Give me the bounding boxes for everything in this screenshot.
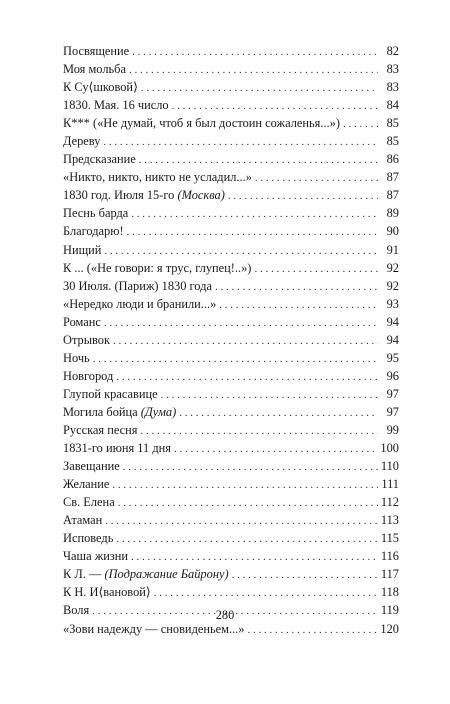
toc-entry	[63, 313, 399, 331]
dot-leader	[103, 133, 378, 151]
toc-entry-title	[63, 493, 118, 511]
toc-entry	[63, 439, 399, 457]
toc-entry-title	[63, 295, 219, 313]
toc-entry-page: 89	[386, 206, 399, 221]
toc-entry-title-text: Воля	[63, 603, 90, 618]
toc-entry-page: 119	[380, 603, 399, 618]
toc-entry-title	[63, 277, 215, 295]
toc-entry-title-text: Нищий	[63, 242, 102, 257]
toc-entry-title	[63, 457, 123, 475]
toc-entry-page: 95	[386, 350, 399, 365]
toc-entry-title-text: Предсказание	[63, 152, 136, 167]
dot-leader	[112, 476, 378, 494]
toc-entry-page: 92	[386, 260, 399, 275]
toc-entry	[63, 547, 399, 565]
toc-entry	[63, 277, 399, 295]
toc-entry-title	[63, 204, 131, 222]
toc-entry-page: 112	[380, 495, 399, 510]
toc-entry	[63, 403, 399, 421]
dot-leader	[247, 621, 377, 639]
toc-entry-title-text: Песнь барда	[63, 206, 129, 221]
toc-entry	[63, 42, 399, 60]
toc-entry	[63, 457, 399, 475]
toc-entry-title	[63, 529, 116, 547]
dot-leader	[174, 440, 377, 458]
toc-entry-title-text: 1831-го июня 11 дня	[63, 441, 171, 456]
dot-leader	[343, 115, 378, 133]
toc-entry-page: 94	[386, 314, 399, 329]
toc-entry-page: 97	[386, 386, 399, 401]
dot-leader	[129, 61, 378, 79]
toc-entry	[63, 168, 399, 186]
toc-entry	[63, 241, 399, 259]
toc-entry	[63, 222, 399, 240]
dot-leader	[154, 584, 378, 602]
toc-entry-subtitle: (Москва)	[177, 188, 225, 203]
toc-entry-page: 85	[386, 116, 399, 131]
toc-entry-page: 97	[386, 404, 399, 419]
toc-entry-title-text: Завещание	[63, 459, 120, 474]
dot-leader	[116, 368, 378, 386]
toc-entry-page: 87	[386, 188, 399, 203]
dot-leader	[113, 332, 378, 350]
dot-leader	[131, 205, 378, 223]
toc-entry-title-text: Моя мольба	[63, 62, 126, 77]
toc-entry-title	[63, 313, 104, 331]
toc-entry-page: 93	[386, 296, 399, 311]
toc-entry	[63, 565, 399, 583]
toc-entry-title	[63, 150, 139, 168]
toc-entry	[63, 60, 399, 78]
toc-entry	[63, 132, 399, 150]
page-number: 280	[215, 608, 235, 622]
toc-entry-page: 86	[386, 152, 399, 167]
toc-entry	[63, 78, 399, 96]
toc-entry-page: 91	[386, 242, 399, 257]
dot-leader	[118, 494, 378, 512]
toc-entry	[63, 259, 399, 277]
toc-entry	[63, 295, 399, 313]
toc-entry-page: 113	[380, 513, 399, 528]
toc-entry-page: 84	[386, 98, 399, 113]
toc-entry	[63, 349, 399, 367]
dot-leader	[116, 530, 378, 548]
toc-entry-title	[63, 403, 179, 421]
toc-entry-page: 83	[386, 80, 399, 95]
toc-entry-page: 85	[386, 134, 399, 149]
toc-entry-title	[63, 367, 116, 385]
toc-entry-page: 99	[386, 422, 399, 437]
toc-entry-title-text: Посвящение	[63, 44, 130, 58]
dot-leader	[141, 79, 378, 97]
toc-entry-title	[63, 60, 129, 78]
toc-entry	[63, 493, 399, 511]
toc-entry-title-text: К ... («Не говори: я трус, глупец!..»)	[63, 260, 252, 275]
toc-entry-title	[63, 78, 141, 96]
toc-entry-title	[63, 186, 228, 204]
toc-entry-title-text: Русская песня	[63, 422, 138, 437]
toc-entry-page: 90	[386, 224, 399, 239]
dot-leader	[127, 223, 378, 241]
toc-entry-title-text: Ночь	[63, 350, 90, 365]
dot-leader	[254, 260, 378, 278]
toc-entry	[63, 511, 399, 529]
toc-entry	[63, 150, 399, 168]
toc-entry-page: 83	[386, 62, 399, 77]
toc-entry	[63, 583, 399, 601]
toc-entry	[63, 421, 399, 439]
toc-entry-title-text: 30 Июля. (Париж) 1830 года	[63, 278, 212, 293]
toc-entry-title	[63, 475, 112, 493]
toc-entry	[63, 114, 399, 132]
dot-leader	[105, 512, 378, 530]
toc-entry-title-text: Новгород	[63, 368, 114, 383]
toc-entry-page: 115	[380, 531, 399, 546]
toc-entry-title-text: 1830. Мая. 16 число	[63, 98, 169, 113]
toc-entry-page: 82	[386, 44, 399, 58]
toc-entry-title	[63, 259, 254, 277]
toc-entry	[63, 204, 399, 222]
toc-entry	[63, 475, 399, 493]
dot-leader	[139, 151, 378, 169]
toc-entry-title-text: Атаман	[63, 513, 103, 528]
toc-entry-title-text: «Нередко люди и бранили...»	[63, 296, 217, 311]
toc-entry-title	[63, 168, 255, 186]
toc-entry	[63, 367, 399, 385]
toc-entry-title	[63, 222, 127, 240]
toc-entry-title	[63, 385, 161, 403]
dot-leader	[228, 187, 378, 205]
toc-entry-title	[63, 349, 93, 367]
table-of-contents	[63, 42, 399, 638]
toc-entry-title	[63, 511, 105, 529]
toc-entry-title	[63, 583, 154, 601]
toc-entry-title-text: «Зови надежду — сновиденьем...»	[63, 621, 245, 636]
toc-entry-title	[63, 421, 140, 439]
toc-entry-title	[63, 114, 343, 132]
toc-entry-title-text: К Н. И⟨вановой⟩	[63, 585, 151, 600]
toc-entry-title-text: К*** («Не думай, чтоб я был достоин сожаленья...»)	[63, 116, 340, 131]
toc-entry-title-text: К Л. —	[63, 567, 102, 582]
toc-entry-title	[63, 96, 172, 114]
dot-leader	[219, 296, 378, 314]
toc-entry-page: 117	[380, 567, 399, 582]
toc-entry	[63, 529, 399, 547]
dot-leader	[104, 314, 378, 332]
toc-entry-page: 116	[380, 549, 399, 564]
toc-entry-page: 100	[380, 441, 399, 456]
dot-leader	[232, 566, 378, 584]
toc-entry-title-text: Исповедь	[63, 531, 114, 546]
toc-entry-subtitle: (Подражание Байрону)	[104, 567, 229, 582]
toc-entry-title-text: Чаша жизни	[63, 549, 129, 564]
toc-entry-title-text: К Су⟨шковой⟩	[63, 80, 138, 95]
dot-leader	[215, 278, 378, 296]
toc-entry-title	[63, 132, 103, 150]
toc-entry	[63, 385, 399, 403]
toc-entry-page: 96	[386, 368, 399, 383]
dot-leader	[140, 422, 378, 440]
toc-entry	[63, 186, 399, 204]
toc-entry-title	[63, 565, 232, 583]
toc-entry-title-text: Могила бойца	[63, 404, 138, 419]
toc-entry-title-text: Отрывок	[63, 332, 111, 347]
toc-entry-title-text: Дереву	[63, 134, 101, 149]
dot-leader	[179, 404, 378, 422]
toc-entry-subtitle: (Дума)	[140, 404, 177, 419]
dot-leader	[131, 548, 378, 566]
toc-entry	[63, 331, 399, 349]
toc-entry-page: 92	[386, 278, 399, 293]
dot-leader	[93, 350, 378, 368]
toc-entry-title	[63, 241, 104, 259]
dot-leader	[123, 458, 378, 476]
dot-leader	[104, 242, 378, 260]
toc-entry-title-text: 1830 год. Июля 15-го	[63, 188, 175, 203]
toc-entry-title-text: Св. Елена	[63, 495, 115, 510]
toc-entry-page: 118	[380, 585, 399, 600]
toc-entry-page: 110	[380, 459, 399, 474]
dot-leader	[132, 43, 378, 61]
toc-entry-page: 87	[386, 170, 399, 185]
dot-leader	[172, 97, 378, 115]
toc-entry-title	[63, 331, 113, 349]
toc-entry	[63, 96, 399, 114]
dot-leader	[255, 169, 378, 187]
toc-entry-page: 94	[386, 332, 399, 347]
dot-leader	[161, 386, 378, 404]
toc-entry-title-text: Желание	[63, 477, 110, 492]
toc-entry-page: 111	[381, 477, 399, 492]
toc-entry-title	[63, 547, 131, 565]
toc-entry-title-text: Романс	[63, 314, 101, 329]
toc-entry-page: 120	[380, 621, 399, 636]
toc-entry-title	[63, 42, 132, 60]
toc-entry-title	[63, 439, 174, 457]
toc-entry-title-text: Глупой красавице	[63, 386, 158, 401]
toc-entry-title-text: «Никто, никто, никто не усладил...»	[63, 170, 252, 185]
toc-entry-title-text: Благодарю!	[63, 224, 124, 239]
